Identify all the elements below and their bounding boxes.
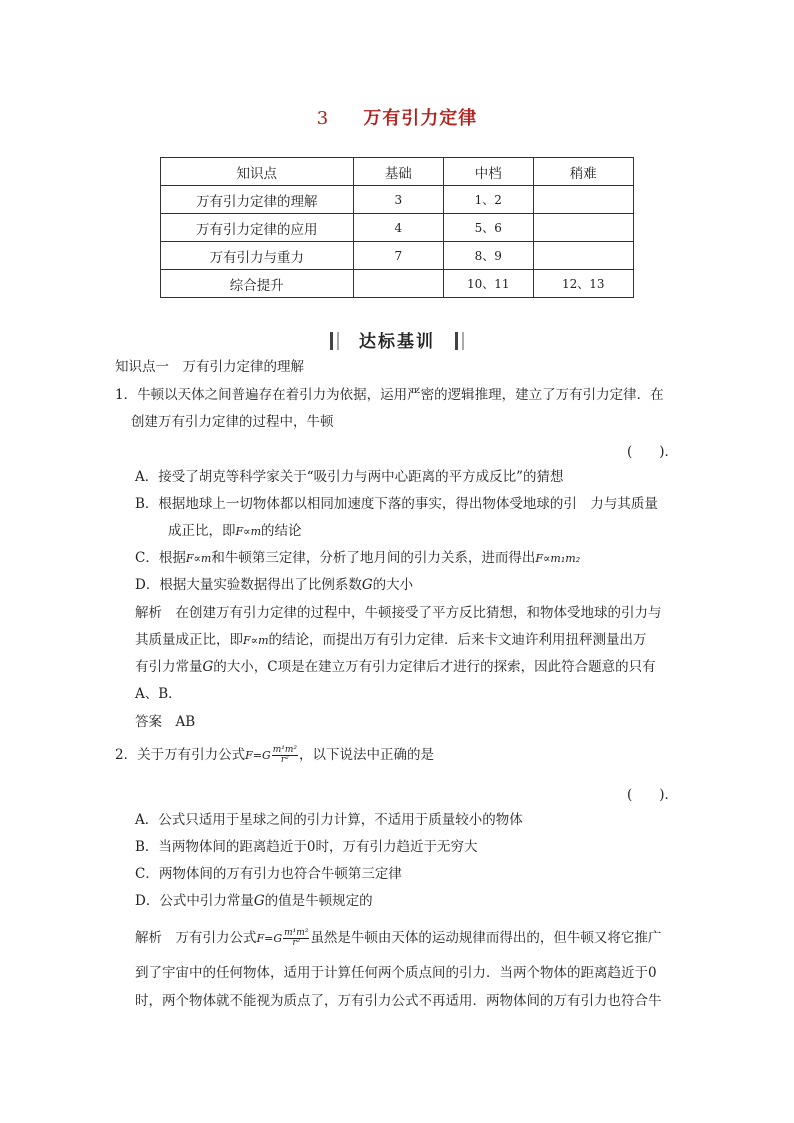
q1-explanation-line2 (135, 630, 647, 651)
text-span: 的大小 (372, 577, 414, 593)
knowledge-table (160, 157, 634, 298)
knowledge-point-heading: 知识点一 万有引力定律的理解 (115, 359, 304, 375)
table-cell: 万有引力与重力 (161, 242, 354, 270)
section-bar-right (455, 332, 458, 350)
q2-option-a: A．公式只适用于星球之间的引力计算，不适用于质量较小的物体 (135, 812, 523, 828)
table-cell: 3 (353, 186, 443, 214)
table-header-row (161, 158, 634, 186)
formula-g: G (202, 659, 214, 675)
q1-option-d (135, 575, 413, 595)
formula-f-prop-m: F∝m (243, 634, 269, 647)
table-cell: 万有引力定律的应用 (161, 214, 354, 242)
formula-f-prop-m1m2: F∝m₁m₂ (535, 552, 581, 565)
formula-f-prop-m: F∝m (185, 552, 212, 565)
q1-option-b-line1: B．根据地球上一切物体都以相同加速度下落的事实，得出物体受地球的引 力与其质量 (135, 496, 658, 512)
text-span: 的值是牛顿规定的 (264, 893, 373, 909)
table-row (161, 186, 634, 214)
table-header-cell: 基础 (353, 158, 443, 186)
formula-g: G (253, 893, 265, 909)
formula-g: G (361, 577, 373, 593)
table-cell (533, 186, 633, 214)
title-text: 万有引力定律 (363, 108, 478, 129)
q1-answer-blank: ( )． (627, 444, 679, 460)
text-span: 其质量成正比，即 (135, 632, 243, 648)
table-header-cell: 中档 (444, 158, 534, 186)
table-row (161, 270, 634, 298)
text-span: 有引力常量 (135, 659, 203, 675)
q2-stem (115, 745, 434, 766)
q1-explanation-line4: A、B． (135, 686, 182, 702)
formula-fraction (283, 929, 309, 948)
fraction-numerator: m¹m² (284, 928, 309, 938)
q2-explanation-line1 (135, 928, 661, 949)
q2-explanation-line2: 到了宇宙中的任何物体，适用于计算任何两个质点间的引力．当两个物体的距离趋近于0 (135, 965, 657, 981)
section-heading (0, 327, 794, 352)
text-span: 和牛顿第三定律，分析了地月间的引力关系，进而得出 (211, 550, 536, 566)
q1-stem-line2: 创建万有引力定律的过程中，牛顿 (131, 414, 334, 430)
table-cell (533, 242, 633, 270)
table-cell (533, 214, 633, 242)
q1-option-a: A．接受了胡克等科学家关于“吸引力与两中心距离的平方成反比”的猜想 (135, 469, 564, 485)
text-span: 的大小，C项是在建立万有引力定律后才进行的探索，因此符合题意的只有 (213, 659, 656, 675)
text-span: ，以下说法中正确的是 (299, 747, 435, 763)
text-span: D．根据大量实验数据得出了比例系数 (135, 577, 362, 593)
q1-stem-line1: 1．牛顿以天体之间普遍存在着引力为依据，运用严密的逻辑推理，建立了万有引力定律．在 (115, 387, 664, 403)
fraction-numerator: m¹m² (272, 745, 298, 755)
table-cell (353, 270, 443, 298)
table-cell: 1、2 (444, 186, 534, 214)
q1-option-c (135, 548, 580, 569)
table-cell: 5、6 (444, 214, 534, 242)
text-span: 虽然是牛顿由天体的运动规律而得出的，但牛顿又将它推广 (310, 930, 662, 946)
table-row (161, 242, 634, 270)
q2-option-c: C．两物体间的万有引力也符合牛顿第三定律 (135, 866, 402, 882)
text-span: 2．关于万有引力公式 (115, 747, 246, 763)
formula-f-eq-g: F=G (245, 749, 271, 762)
text-span: 解析 万有引力公式 (135, 930, 257, 946)
q1-explanation-line1: 解析 在创建万有引力定律的过程中，牛顿接受了平方反比猜想，和物体受地球的引力与 (135, 605, 662, 621)
table-cell: 万有引力定律的理解 (161, 186, 354, 214)
section-bar-left-light (337, 332, 339, 350)
table-cell: 12、13 (533, 270, 633, 298)
formula-fraction (272, 746, 298, 765)
fraction-denominator: r² (292, 938, 301, 948)
q1-option-b-line2 (168, 521, 302, 542)
q1-explanation-line3 (135, 657, 656, 677)
text-span: 成正比，即 (168, 523, 236, 539)
section-title: 达标基训 (359, 332, 435, 352)
text-span: 的结论 (261, 523, 302, 539)
q2-option-b: B．当两物体间的距离趋近于0时，万有引力趋近于无穷大 (135, 839, 478, 855)
formula-f-prop-m: F∝m (235, 525, 262, 538)
table-header-cell: 知识点 (161, 158, 354, 186)
text-span: 的结论，而提出万有引力定律．后来卡文迪许利用扭秤测量出万 (268, 632, 647, 648)
text-span: C．根据 (135, 550, 186, 566)
table-cell: 10、11 (444, 270, 534, 298)
table-cell: 4 (353, 214, 443, 242)
text-span: D．公式中引力常量 (135, 893, 254, 909)
page-title (0, 104, 794, 130)
q1-answer: 答案 AB (135, 714, 196, 730)
section-bar-right-light (462, 332, 464, 350)
table-header-cell: 稍难 (533, 158, 633, 186)
section-bar-left (330, 332, 333, 350)
q2-explanation-line3: 时，两个物体就不能视为质点了，万有引力公式不再适用．两物体间的万有引力也符合牛 (135, 993, 662, 1009)
table-cell: 7 (353, 242, 443, 270)
table-cell: 8、9 (444, 242, 534, 270)
table-cell: 综合提升 (161, 270, 354, 298)
title-number: 3 (316, 108, 330, 129)
table-row (161, 214, 634, 242)
q2-answer-blank: ( )． (627, 787, 679, 803)
q2-option-d (135, 891, 373, 911)
fraction-denominator: r² (280, 755, 289, 765)
formula-f-eq-g: F=G (256, 932, 283, 945)
